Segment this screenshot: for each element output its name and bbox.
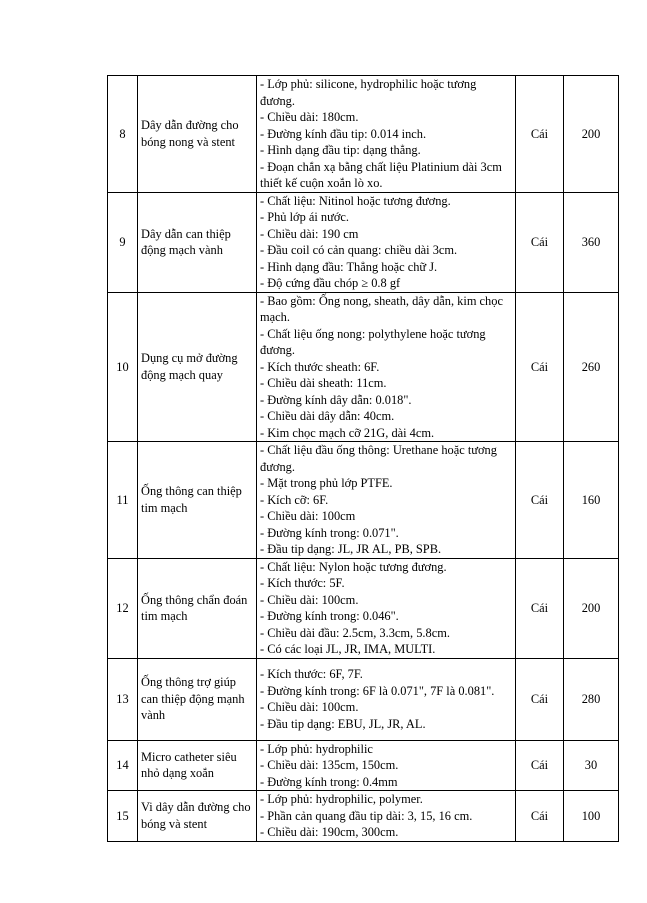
spec-line: - Chiều dài: 135cm, 150cm. bbox=[260, 758, 399, 772]
spec-line: - Chiều dài: 190 cm bbox=[260, 226, 359, 241]
table-row bbox=[108, 76, 619, 193]
item-specs bbox=[257, 558, 516, 658]
spec-line: - Hình dạng đầu tip: dạng thẳng. bbox=[260, 143, 421, 157]
item-unit: Cái bbox=[516, 658, 564, 740]
item-unit: Cái bbox=[516, 292, 564, 442]
spec-line: - Chiều dài: 190cm, 300cm. bbox=[260, 825, 399, 839]
spec-line: - Phần cản quang đầu tip dài: 3, 15, 16 cm. bbox=[260, 808, 473, 823]
item-unit: Cái bbox=[516, 76, 564, 193]
item-specs bbox=[257, 76, 516, 193]
spec-line: - Kích thước sheath: 6F. bbox=[260, 359, 380, 374]
spec-line: - Kích cỡ: 6F. bbox=[260, 492, 329, 507]
spec-line: - Chất liệu ống nong: polythylene hoặc tương đương. bbox=[260, 326, 486, 357]
row-number: 8 bbox=[108, 76, 138, 193]
item-quantity: 30 bbox=[564, 740, 619, 791]
spec-line: - Có các loại JL, JR, IMA, MULTI. bbox=[260, 642, 436, 656]
table-row bbox=[108, 442, 619, 559]
row-number: 12 bbox=[108, 558, 138, 658]
spec-line: - Đường kính đầu tip: 0.014 inch. bbox=[260, 126, 427, 141]
item-specs bbox=[257, 292, 516, 442]
item-name: Dây dẫn đường cho bóng nong và stent bbox=[138, 76, 257, 193]
item-unit: Cái bbox=[516, 791, 564, 842]
item-name: Ống thông can thiệp tim mạch bbox=[138, 442, 257, 559]
item-quantity: 200 bbox=[564, 558, 619, 658]
spec-line: - Chất liệu: Nylon hoặc tương đương. bbox=[260, 559, 447, 574]
spec-line: - Đầu tip dạng: JL, JR AL, PB, SPB. bbox=[260, 542, 442, 556]
item-specs bbox=[257, 192, 516, 292]
spec-line: - Đường kính trong: 0.4mm bbox=[260, 774, 398, 789]
spec-line: - Đường kính dây dẫn: 0.018". bbox=[260, 392, 412, 407]
spec-line: - Chiều dài dây dẫn: 40cm. bbox=[260, 409, 395, 423]
spec-line: - Đường kính trong: 0.071". bbox=[260, 525, 399, 540]
spec-line: - Lớp phủ: hydrophilic bbox=[260, 741, 373, 756]
item-specs bbox=[257, 740, 516, 791]
item-name: Dụng cụ mở đường động mạch quay bbox=[138, 292, 257, 442]
item-quantity: 280 bbox=[564, 658, 619, 740]
spec-line: - Chiều dài đầu: 2.5cm, 3.3cm, 5.8cm. bbox=[260, 625, 450, 640]
item-specs bbox=[257, 442, 516, 559]
spec-line: - Đường kính trong: 0.046". bbox=[260, 609, 399, 623]
item-unit: Cái bbox=[516, 558, 564, 658]
item-quantity: 360 bbox=[564, 192, 619, 292]
item-name: Dây dẫn can thiệp động mạch vành bbox=[138, 192, 257, 292]
spec-line: - Chiều dài: 100cm. bbox=[260, 700, 359, 714]
item-name: Ống thông chẩn đoán tim mạch bbox=[138, 558, 257, 658]
spec-line: - Kim chọc mạch cỡ 21G, dài 4cm. bbox=[260, 425, 435, 440]
spec-line: - Chiều dài: 100cm bbox=[260, 509, 356, 523]
row-number: 9 bbox=[108, 192, 138, 292]
item-name: Micro catheter siêu nhỏ dạng xoắn bbox=[138, 740, 257, 791]
table-row bbox=[108, 740, 619, 791]
spec-line: - Kích thước: 5F. bbox=[260, 576, 345, 590]
spec-line: - Lớp phủ: hydrophilic, polymer. bbox=[260, 792, 423, 806]
item-quantity: 200 bbox=[564, 76, 619, 193]
item-specs bbox=[257, 658, 516, 740]
item-quantity: 260 bbox=[564, 292, 619, 442]
spec-table-body bbox=[108, 76, 619, 842]
table-row bbox=[108, 558, 619, 658]
row-number: 13 bbox=[108, 658, 138, 740]
spec-line: - Đường kính trong: 6F là 0.071", 7F là 0.081". bbox=[260, 683, 495, 698]
spec-line: - Đoạn chắn xạ bằng chất liệu Platinium dài 3cm thiết kế cuộn xoắn lò xo. bbox=[260, 159, 502, 190]
spec-line: - Kích thước: 6F, 7F. bbox=[260, 667, 363, 681]
spec-line: - Lớp phủ: silicone, hydrophilic hoặc tương đương. bbox=[260, 77, 477, 108]
item-quantity: 100 bbox=[564, 791, 619, 842]
row-number: 15 bbox=[108, 791, 138, 842]
item-quantity: 160 bbox=[564, 442, 619, 559]
spec-line: - Mặt trong phủ lớp PTFE. bbox=[260, 476, 393, 490]
table-row bbox=[108, 192, 619, 292]
table-row bbox=[108, 791, 619, 842]
spec-line: - Chiều dài: 180cm. bbox=[260, 110, 359, 124]
item-unit: Cái bbox=[516, 192, 564, 292]
spec-line: - Phủ lớp ái nước. bbox=[260, 210, 349, 224]
spec-line: - Chất liệu: Nitinol hoặc tương đương. bbox=[260, 193, 451, 208]
item-unit: Cái bbox=[516, 442, 564, 559]
item-name: Ống thông trợ giúp can thiệp động mạnh vành bbox=[138, 658, 257, 740]
spec-line: - Độ cứng đầu chóp ≥ 0.8 gf bbox=[260, 276, 401, 290]
spec-line: - Hình dạng đầu: Thẳng hoặc chữ J. bbox=[260, 259, 438, 274]
spec-line: - Bao gồm: Ống nong, sheath, dây dẫn, kim chọc mạch. bbox=[260, 293, 503, 324]
row-number: 10 bbox=[108, 292, 138, 442]
spec-table bbox=[107, 75, 619, 842]
item-specs bbox=[257, 791, 516, 842]
row-number: 14 bbox=[108, 740, 138, 791]
spec-line: - Chất liệu đầu ống thông: Urethane hoặc tương đương. bbox=[260, 443, 497, 474]
table-row bbox=[108, 658, 619, 740]
table-row bbox=[108, 292, 619, 442]
spec-line: - Đầu coil có cản quang: chiều dài 3cm. bbox=[260, 243, 458, 257]
row-number: 11 bbox=[108, 442, 138, 559]
item-name: Vi dây dẫn đường cho bóng và stent bbox=[138, 791, 257, 842]
item-unit: Cái bbox=[516, 740, 564, 791]
spec-line: - Đầu tip dạng: EBU, JL, JR, AL. bbox=[260, 716, 426, 731]
spec-line: - Chiều dài sheath: 11cm. bbox=[260, 376, 387, 390]
spec-line: - Chiều dài: 100cm. bbox=[260, 592, 359, 607]
